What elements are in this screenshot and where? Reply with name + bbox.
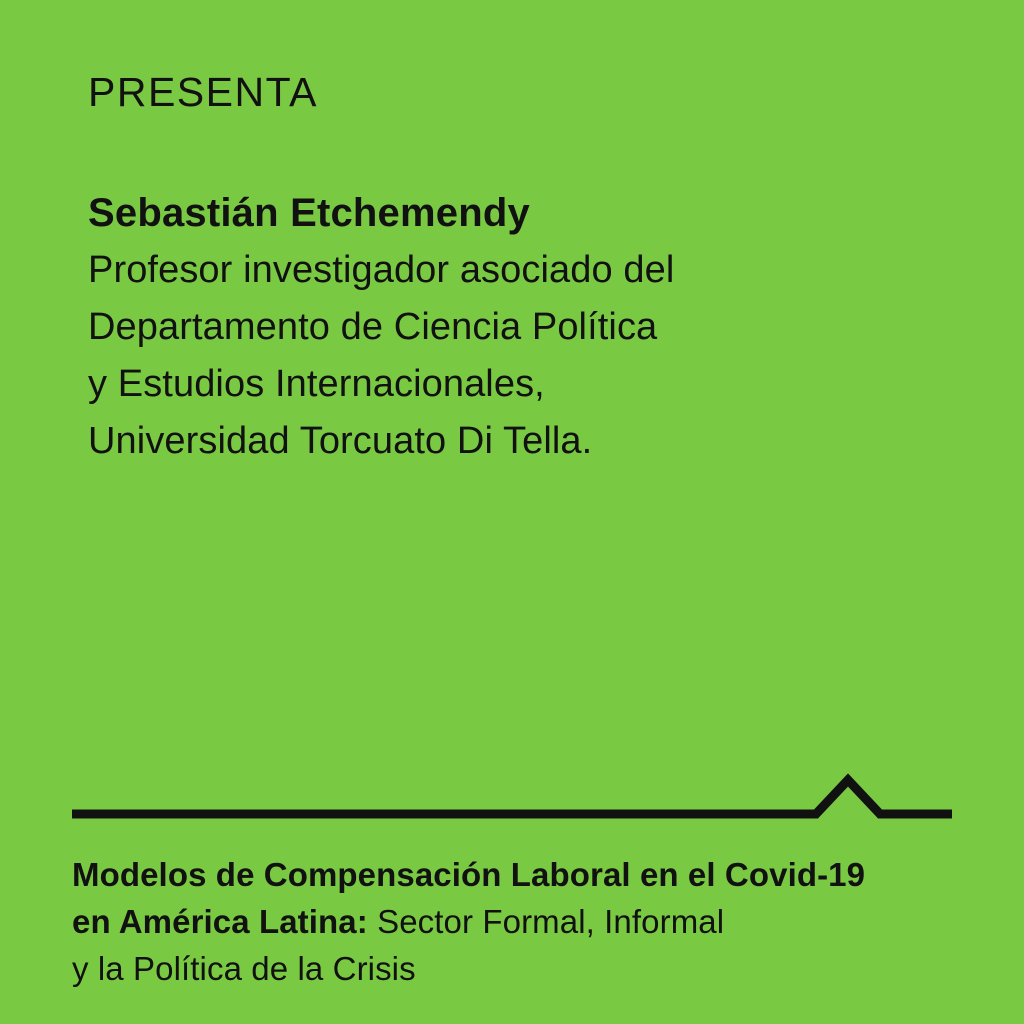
talk-title bbox=[72, 852, 972, 993]
speaker-affiliation-line-3: y Estudios Internacionales, bbox=[88, 363, 545, 405]
talk-title-line-1: Modelos de Compensación Laboral en el Covid-19 bbox=[72, 856, 866, 893]
divider bbox=[72, 770, 952, 830]
talk-title-line-2 bbox=[72, 899, 972, 946]
talk-title-line-2-regular: Sector Formal, Informal bbox=[367, 902, 725, 940]
speaker-affiliation-line-2: Departamento de Ciencia Política bbox=[88, 306, 658, 348]
talk-title-line-3: y la Política de la Crisis bbox=[72, 949, 416, 987]
speaker-block bbox=[88, 186, 674, 470]
speaker-affiliation-line-4: Universidad Torcuato Di Tella. bbox=[88, 420, 593, 462]
talk-title-line-2-bold: en América Latina: bbox=[72, 902, 368, 940]
speaker-affiliation bbox=[88, 242, 674, 470]
speaker-name: Sebastián Etchemendy bbox=[88, 191, 530, 235]
notched-rule-icon bbox=[72, 770, 952, 830]
speaker-affiliation-line-1: Profesor investigador asociado del bbox=[88, 249, 675, 291]
presenta-kicker: PRESENTA bbox=[88, 69, 318, 115]
